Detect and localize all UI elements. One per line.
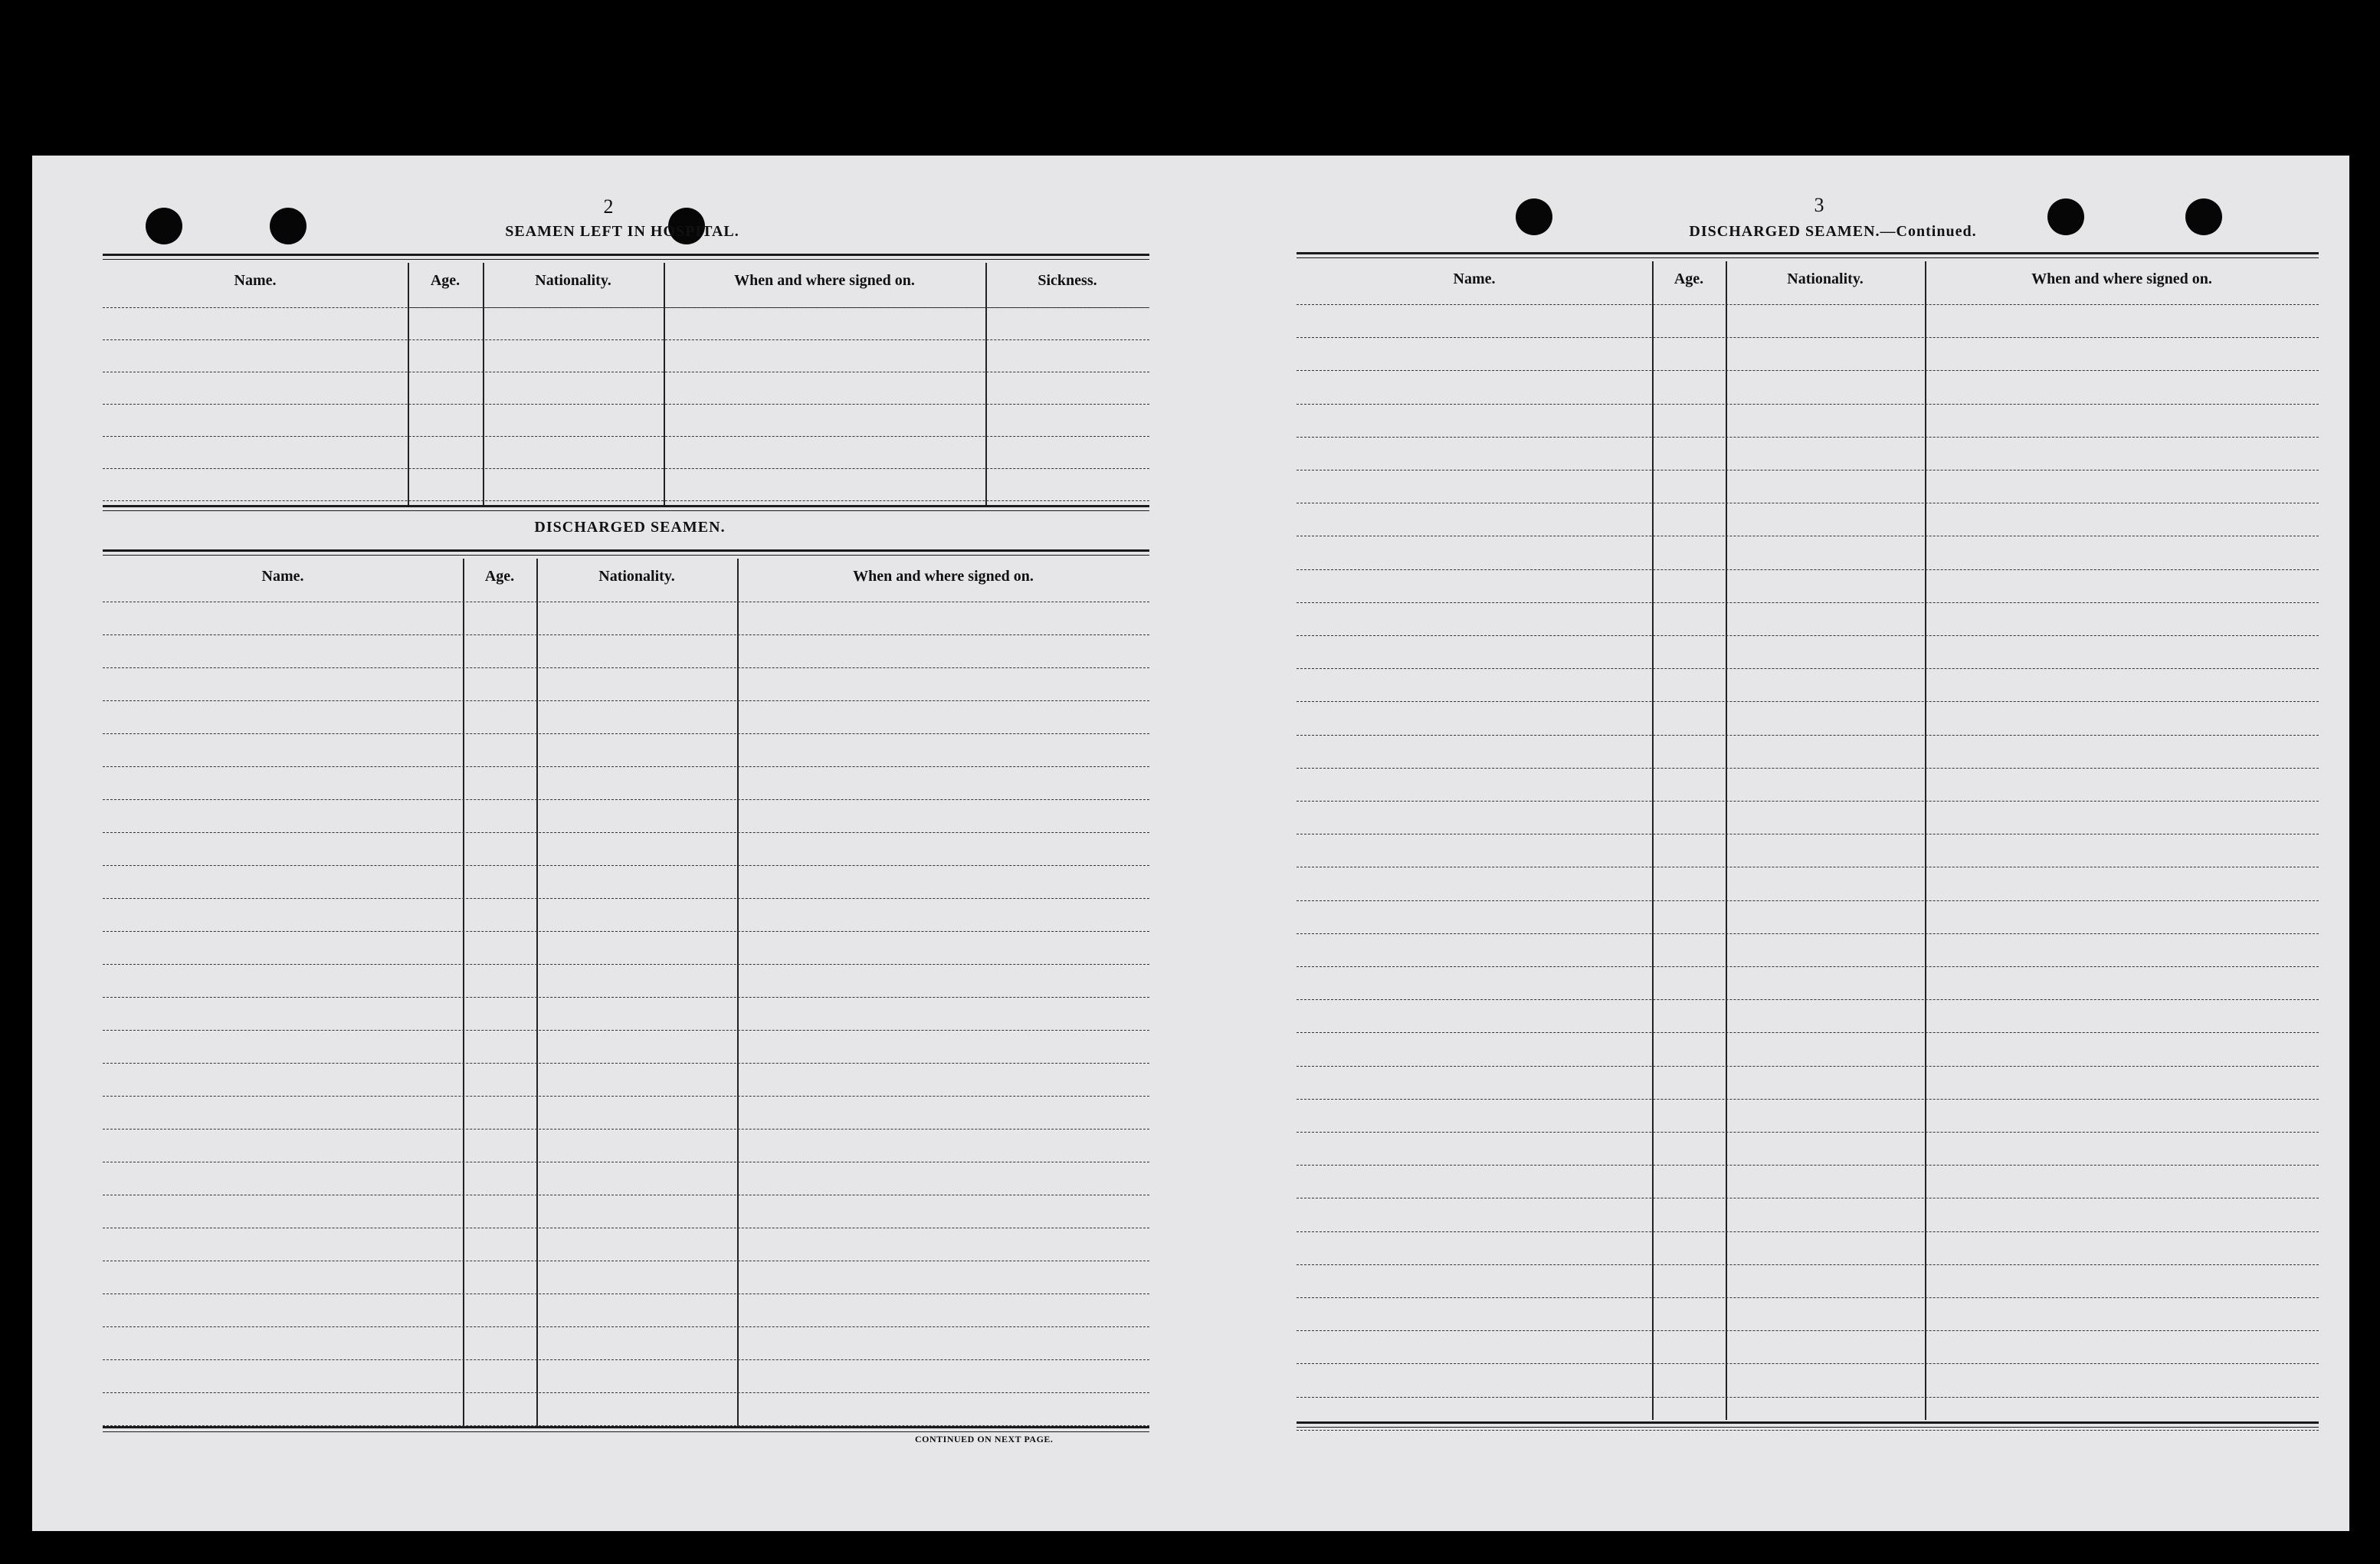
ruled-row-line [1297, 304, 2319, 305]
col-header-sickness: Sickness. [1038, 272, 1097, 289]
col-header-signed-on: When and where signed on. [853, 568, 1034, 585]
column-rule [737, 559, 739, 1426]
page-number: 3 [1814, 194, 1824, 216]
discharged-section-title: DISCHARGED SEAMEN. [534, 519, 726, 536]
ruled-row-line [103, 931, 1149, 932]
ruled-row-line [1297, 801, 2319, 802]
ruled-row-line [103, 700, 1149, 701]
ruled-row-line [103, 799, 1149, 800]
ruled-row-line [1297, 404, 2319, 405]
ruled-row-line [103, 964, 1149, 965]
ruled-row-line [1297, 999, 2319, 1000]
discharged-continued-table [1297, 261, 2319, 1420]
column-rule [1925, 261, 1926, 1420]
ruled-row-line [103, 865, 1149, 866]
col-header-name: Name. [234, 272, 277, 289]
ledger-paper [32, 156, 2349, 1531]
col-header-nationality: Nationality. [535, 272, 611, 289]
ruled-row-line [1297, 1165, 2319, 1166]
ruled-row-line [1297, 1297, 2319, 1298]
ruled-row-line [1297, 701, 2319, 702]
col-header-nationality: Nationality. [598, 568, 675, 585]
punch-hole [2185, 198, 2222, 235]
right-page [1243, 156, 2349, 1531]
ruled-row-line [1297, 668, 2319, 669]
bottom-rule [103, 1426, 1149, 1432]
ruled-row-line [1297, 1397, 2319, 1398]
ruled-row-line [103, 500, 1149, 501]
col-header-age: Age. [1674, 271, 1704, 287]
title-rule [103, 254, 1149, 260]
ruled-row-line [103, 1129, 1149, 1130]
ruled-row-line [103, 634, 1149, 635]
ruled-row-line [1297, 735, 2319, 736]
ruled-row-line [1297, 337, 2319, 338]
ruled-row-line [1297, 1099, 2319, 1100]
ruled-row-line [103, 667, 1149, 668]
continued-note: CONTINUED ON NEXT PAGE. [915, 1434, 1054, 1444]
ruled-row-line [103, 307, 1149, 308]
ruled-row-line [103, 1030, 1149, 1031]
title-rule [1297, 252, 2319, 258]
col-header-age: Age. [484, 568, 515, 585]
col-header-signed-on: When and where signed on. [734, 272, 915, 289]
col-header-age: Age. [430, 272, 461, 289]
bottom-rule [1297, 1421, 2319, 1428]
ruled-row-line [103, 404, 1149, 405]
ruled-row-line [103, 997, 1149, 998]
ruled-row-line [103, 436, 1149, 437]
ruled-row-line [1297, 966, 2319, 967]
ruled-row-line [1297, 900, 2319, 901]
ruled-row-line [103, 1392, 1149, 1393]
ruled-row-line [1297, 768, 2319, 769]
ruled-row-line [1297, 602, 2319, 603]
ruled-row-line [103, 898, 1149, 899]
ruled-row-line [1297, 1430, 2319, 1431]
ruled-row-line [103, 1293, 1149, 1294]
column-rule [1652, 261, 1654, 1420]
ruled-row-line [103, 468, 1149, 469]
continued-section-title: DISCHARGED SEAMEN.—Continued. [1689, 223, 1977, 240]
ruled-row-line [1297, 1066, 2319, 1067]
ruled-row-line [103, 1326, 1149, 1327]
ruled-row-line [103, 766, 1149, 767]
ruled-row-line [1297, 1132, 2319, 1133]
ruled-row-line [103, 832, 1149, 833]
column-rule [536, 559, 538, 1426]
ruled-row-line [103, 339, 1149, 340]
ruled-row-line [1297, 1330, 2319, 1331]
left-page [32, 156, 1182, 1531]
punch-hole [270, 208, 307, 244]
ruled-row-line [1297, 569, 2319, 570]
hospital-section-title: SEAMEN LEFT IN HOSPITAL. [505, 223, 739, 240]
page-number: 2 [603, 195, 614, 218]
punch-hole [1516, 198, 1552, 235]
column-rule [463, 559, 464, 1426]
ruled-row-line [1297, 933, 2319, 934]
hospital-table [103, 263, 1149, 505]
ruled-row-line [103, 1096, 1149, 1097]
col-header-nationality: Nationality. [1787, 271, 1864, 287]
ruled-row-line [103, 733, 1149, 734]
ruled-row-line [1297, 1032, 2319, 1033]
ruled-row-line [1297, 437, 2319, 438]
ruled-row-line [1297, 470, 2319, 471]
ruled-row-line [1297, 635, 2319, 636]
ruled-row-line [1297, 1264, 2319, 1265]
ruled-row-line [103, 1359, 1149, 1360]
discharged-table [103, 559, 1149, 1426]
ruled-row-line [103, 1063, 1149, 1064]
discharged-title-rule [103, 549, 1149, 556]
section-divider-rule [103, 505, 1149, 511]
column-rule [1726, 261, 1727, 1420]
col-header-signed-on: When and where signed on. [2031, 271, 2212, 287]
col-header-name: Name. [261, 568, 304, 585]
ruled-row-line [1297, 370, 2319, 371]
punch-hole [146, 208, 182, 244]
ruled-row-line [1297, 1231, 2319, 1232]
col-header-name: Name. [1453, 271, 1496, 287]
ruled-row-line [1297, 1363, 2319, 1364]
